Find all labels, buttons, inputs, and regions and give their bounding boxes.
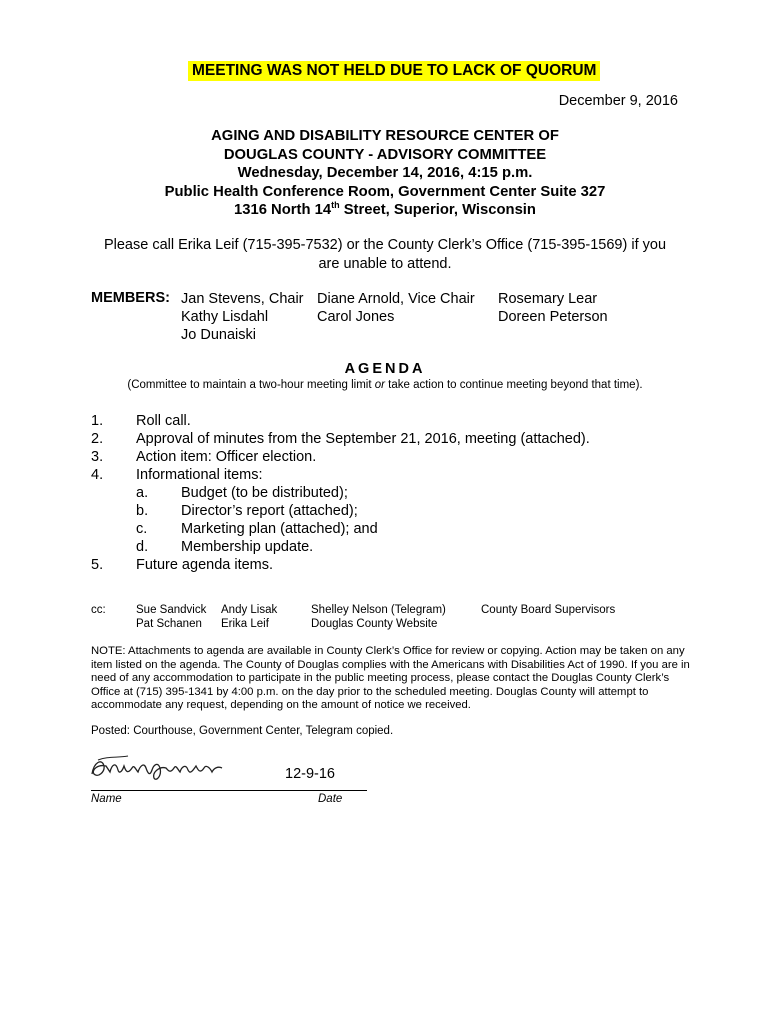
header-line-5 xyxy=(0,201,770,220)
agenda-item-number: 3. xyxy=(91,449,104,465)
agenda-note xyxy=(0,379,770,391)
agenda-subitem-letter: c. xyxy=(136,521,148,537)
cc-recipient: County Board Supervisors xyxy=(481,604,616,616)
agenda-item-number: 2. xyxy=(91,431,104,447)
agenda-item-text: Approval of minutes from the September 21, 2016, meeting (attached). xyxy=(136,431,590,447)
member: Doreen Peterson xyxy=(498,309,608,325)
cc-recipient: Andy Lisak xyxy=(221,604,278,616)
cc-recipient: Shelley Nelson (Telegram) xyxy=(311,604,446,616)
members-column-3 xyxy=(498,290,608,326)
agenda-subitem-text: Budget (to be distributed); xyxy=(181,485,348,501)
header-line-1: AGING AND DISABILITY RESOURCE CENTER OF xyxy=(211,128,559,144)
agenda-subitem-text: Membership update. xyxy=(181,539,314,555)
accommodation-notice: NOTE: Attachments to agenda are available in County Clerk’s Office for review or copying. Action may be taken on any item listed on the agenda. The County of Douglas complies with the Americans with Disabilities Act of 1990. If you are in need of any accommodation to participate in the public meeting process, please contact the Douglas County Clerk’s Office at (715) 395-1341 by 4:00 p.m. on the day prior to the scheduled meeting. Douglas County will attempt to accommodate any request, depending on the amount of notice we received. xyxy=(91,645,690,712)
agenda-item-text: Action item: Officer election. xyxy=(136,449,317,465)
agenda-item-text: Future agenda items. xyxy=(136,557,274,573)
quorum-banner: MEETING WAS NOT HELD DUE TO LACK OF QUORUM xyxy=(188,61,600,81)
handwritten-signature xyxy=(88,752,228,788)
cc-recipient: Pat Schanen xyxy=(136,618,202,630)
name-label: Name xyxy=(91,793,122,805)
agenda-item-text: Roll call. xyxy=(136,413,191,429)
cc-column-2 xyxy=(221,603,277,631)
cc-column-3 xyxy=(311,603,446,631)
agenda-subitem-letter: b. xyxy=(136,503,149,519)
document-date: December 9, 2016 xyxy=(558,93,678,109)
agenda-subitem-letter: d. xyxy=(136,539,149,555)
member: Jo Dunaiski xyxy=(181,327,256,343)
agenda-subitem-text: Director’s report (attached); xyxy=(181,503,358,519)
agenda-subitem-letter: a. xyxy=(136,485,149,501)
cc-recipient: Erika Leif xyxy=(221,618,269,630)
meeting-header xyxy=(0,127,770,220)
agenda-item-text: Informational items: xyxy=(136,467,263,483)
cc-column-4 xyxy=(481,603,615,617)
agenda-subitem-text: Marketing plan (attached); and xyxy=(181,521,378,537)
header-line-4: Public Health Conference Room, Government Center Suite 327 xyxy=(164,183,606,200)
member: Rosemary Lear xyxy=(498,291,598,307)
members-column-1 xyxy=(181,290,304,344)
member: Carol Jones xyxy=(317,309,395,325)
date-label: Date xyxy=(318,793,343,805)
agenda-note-text: (Committee to maintain a two-hour meeting limit xyxy=(127,379,375,391)
signature-line xyxy=(91,790,367,791)
agenda-item-number: 1. xyxy=(91,413,104,429)
cc-recipient: Sue Sandvick xyxy=(136,604,207,616)
header-line-2: DOUGLAS COUNTY - ADVISORY COMMITTEE xyxy=(223,146,547,163)
agenda-title: AGENDA xyxy=(344,361,426,377)
agenda-item-number: 4. xyxy=(91,467,104,483)
call-note xyxy=(0,236,770,274)
member: Diane Arnold, Vice Chair xyxy=(317,291,475,307)
cc-column-1 xyxy=(136,603,206,631)
address-text: 1316 North 14 xyxy=(234,202,332,218)
signed-date: 12-9-16 xyxy=(285,766,335,782)
header-line-3: Wednesday, December 14, 2016, 4:15 p.m. xyxy=(237,165,533,181)
cc-recipient: Douglas County Website xyxy=(311,618,438,630)
call-note-line-1: Please call Erika Leif (715-395-7532) or the County Clerk’s Office (715-395-1569) if you xyxy=(103,237,667,253)
member: Jan Stevens, Chair xyxy=(181,291,304,307)
members-column-2 xyxy=(317,290,475,326)
agenda-note-emphasis: or xyxy=(374,379,385,391)
address-suffix: th xyxy=(331,200,340,211)
cc-label: cc: xyxy=(91,604,106,616)
address-text-end: Street, Superior, Wisconsin xyxy=(339,202,536,218)
agenda-note-text-end: take action to continue meeting beyond that time). xyxy=(384,379,643,391)
agenda-item-number: 5. xyxy=(91,557,104,573)
members-label: MEMBERS: xyxy=(91,290,170,306)
member: Kathy Lisdahl xyxy=(181,309,269,325)
call-note-line-2: are unable to attend. xyxy=(318,256,452,272)
posted-note: Posted: Courthouse, Government Center, Telegram copied. xyxy=(91,725,394,737)
